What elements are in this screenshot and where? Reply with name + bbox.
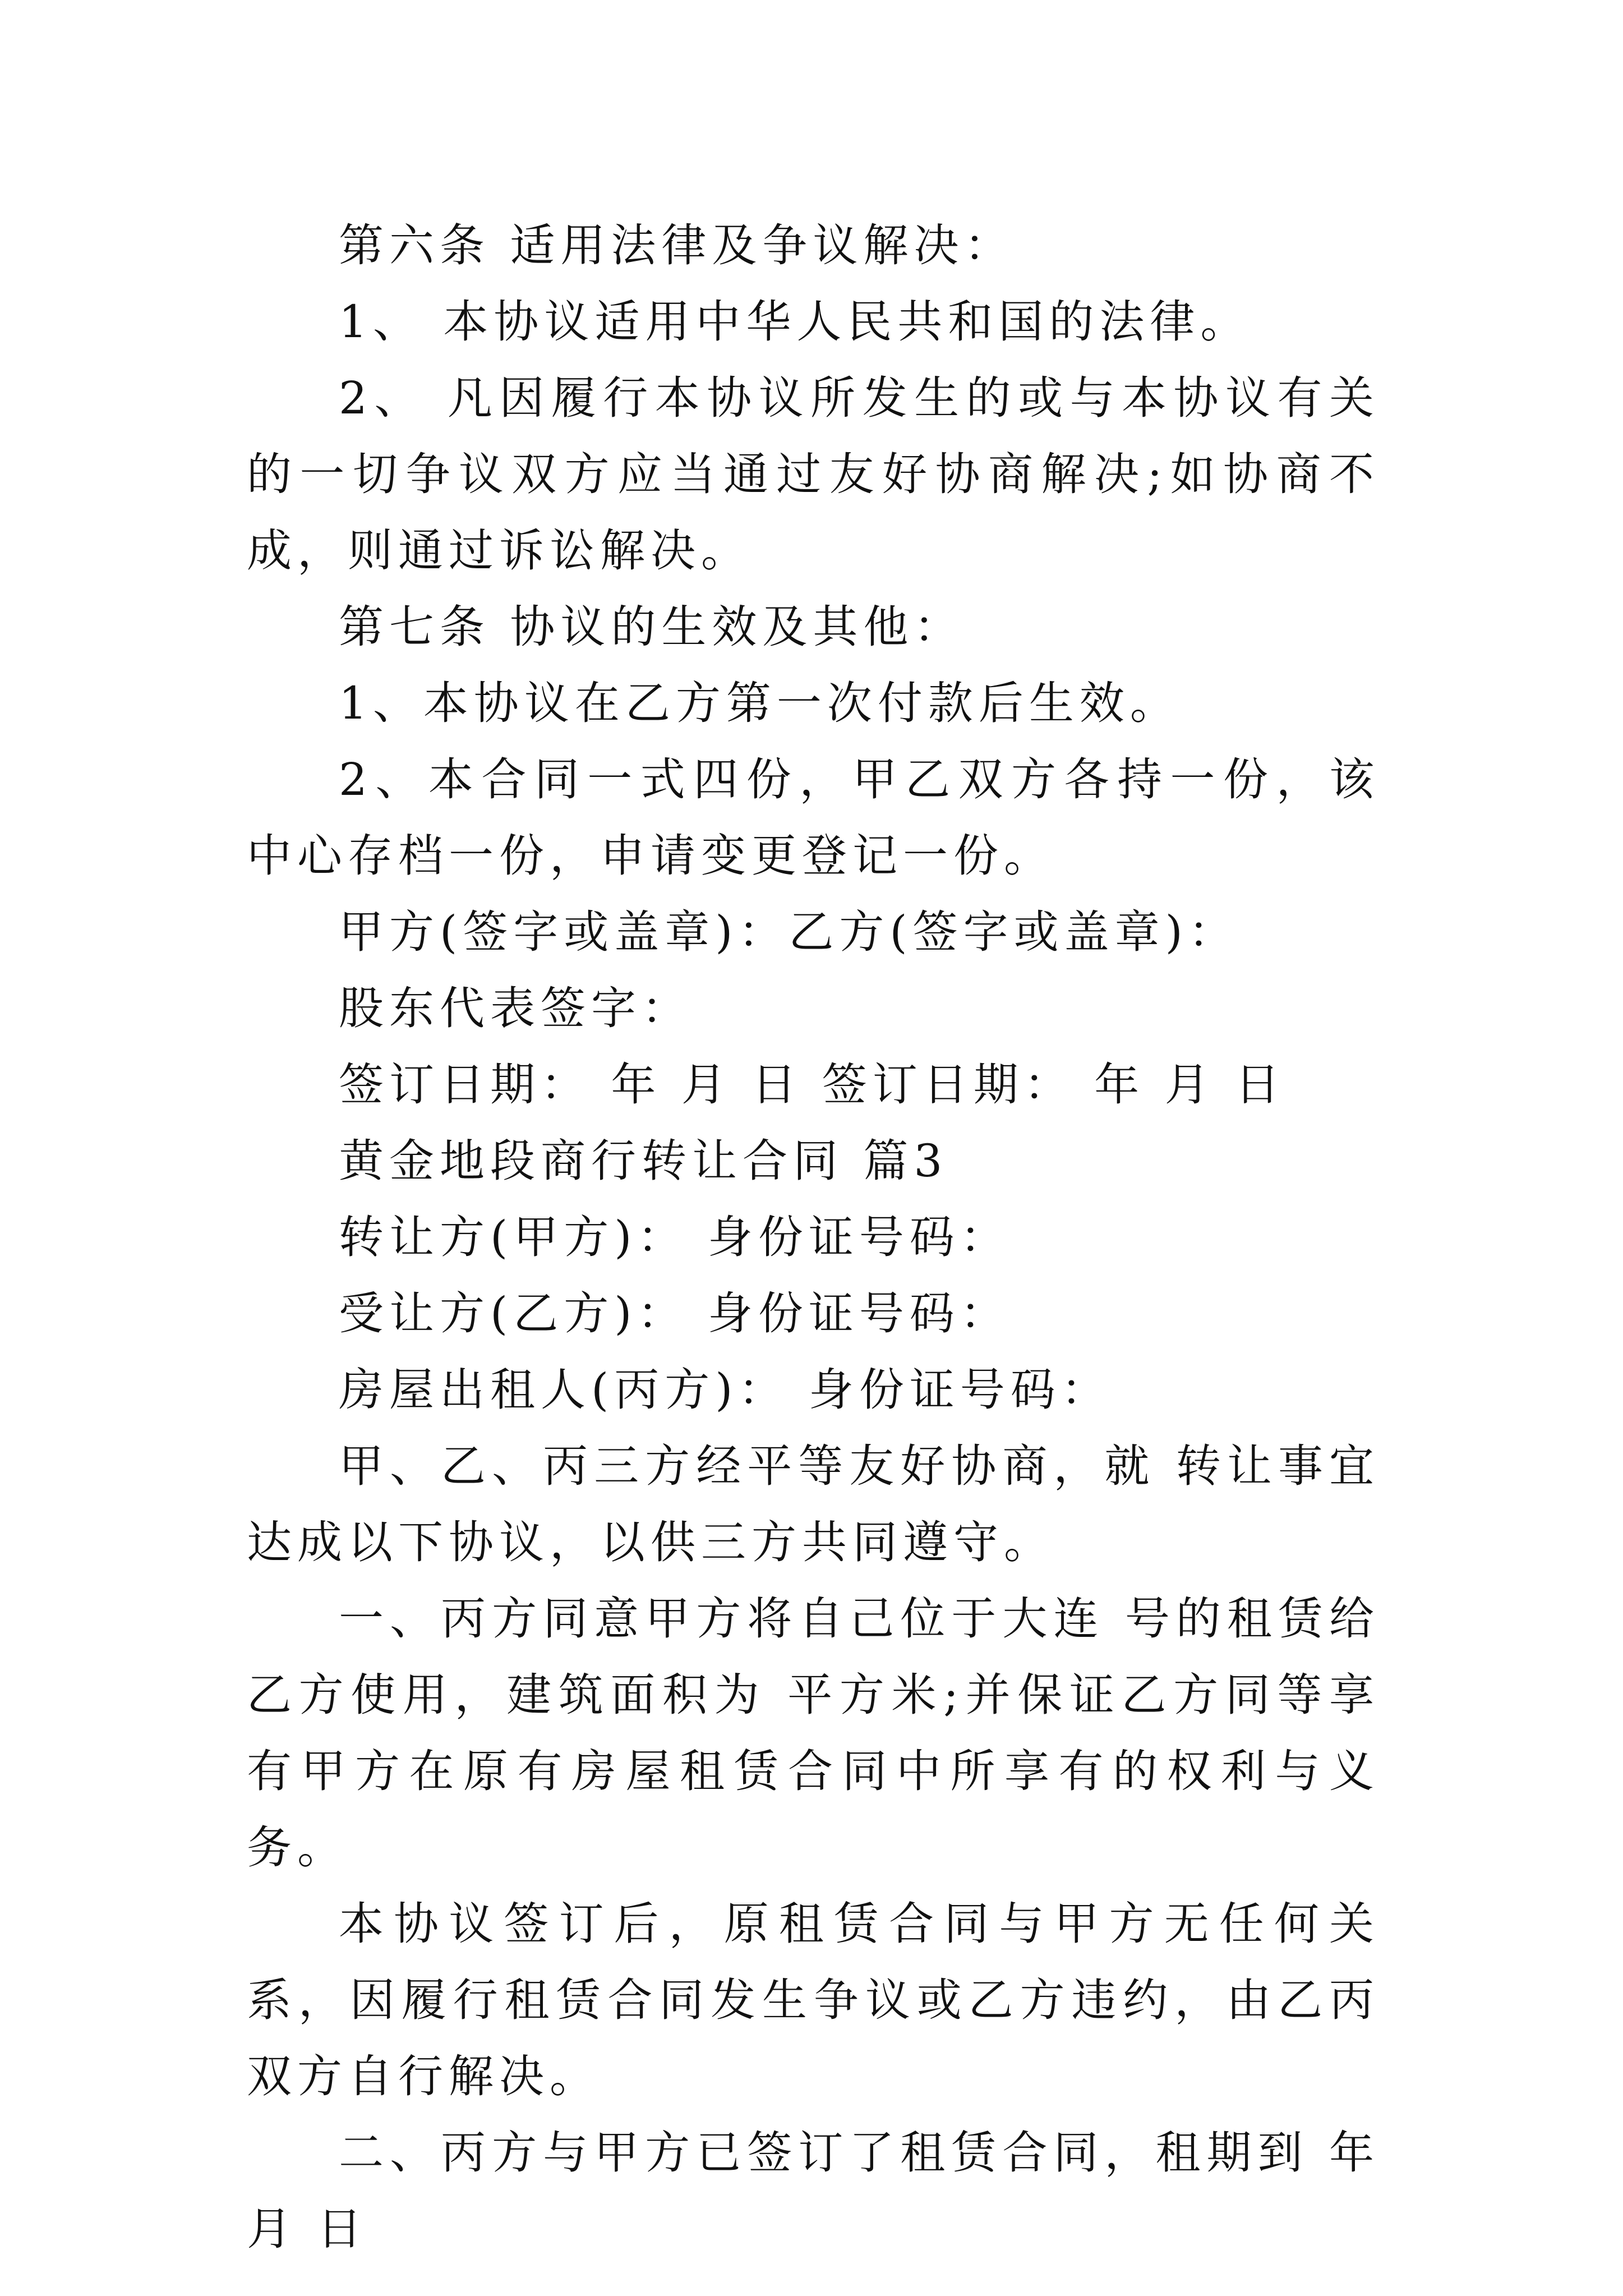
article-6-clause-2: 2、 凡因履行本协议所发生的或与本协议有关的一切争议双方应当通过友好协商解决;如协商不成，则通过诉讼解决。 — [247, 372, 1380, 577]
signature-parties: 甲方(签字或盖章)：乙方(签字或盖章)： — [339, 906, 1239, 958]
contract-title: 黄金地段商行转让合同 篇3 — [339, 1135, 948, 1187]
clause-1-note: 本协议签订后，原租赁合同与甲方无任何关系，因履行租赁合同发生争议或乙方违约，由乙丙双方自行解决。 — [247, 1898, 1380, 2102]
transferor-line: 转让方(甲方)： 身份证号码： — [339, 1211, 1011, 1263]
preamble: 甲、乙、丙三方经平等友好协商，就 转让事宜达成以下协议，以供三方共同遵守。 — [247, 1440, 1380, 1568]
article-6-heading: 第六条 适用法律及争议解决： — [339, 219, 1015, 272]
document-body — [247, 208, 1380, 2267]
article-6-clause-1: 1、 本协议适用中华人民共和国的法律。 — [339, 296, 1251, 348]
article-7-heading: 第七条 协议的生效及其他： — [339, 601, 965, 653]
transferee-line: 受让方(乙方)： 身份证号码： — [339, 1287, 1011, 1340]
article-7-clause-2: 2、本合同一式四份，甲乙双方各持一份，该中心存档一份，申请变更登记一份。 — [247, 753, 1380, 882]
lessor-line: 房屋出租人(丙方)： 身份证号码： — [339, 1364, 1112, 1416]
clause-1: 一、丙方同意甲方将自己位于大连 号的租赁给乙方使用，建筑面积为 平方米;并保证乙方同等享有甲方在原有房屋租赁合同中所享有的权利与义务。 — [247, 1593, 1380, 1874]
article-7-clause-1: 1、本协议在乙方第一次付款后生效。 — [339, 677, 1181, 729]
shareholder-signature: 股东代表签字： — [339, 982, 692, 1034]
signing-dates: 签订日期： 年 月 日 签订日期： 年 月 日 — [339, 1059, 1286, 1111]
clause-2: 二、丙方与甲方已签订了租赁合同，租期到 年 月 日 — [247, 2127, 1380, 2255]
